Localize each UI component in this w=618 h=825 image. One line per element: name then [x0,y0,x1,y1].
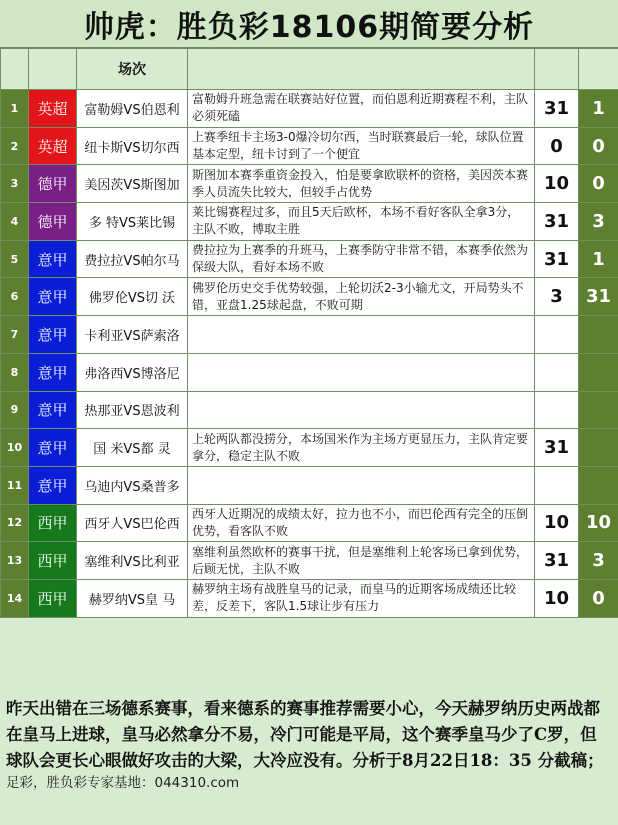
pick-value: 31 [535,429,579,467]
header-match-cell: 场次 [77,49,188,90]
table-row [1,504,618,542]
row-number: 4 [1,203,29,241]
match-name: 卡利亚VS萨索洛 [77,316,188,354]
match-note: 费拉拉为上赛季的升班马，上赛季防守非常不错，本赛季依然为保级大队，看好本场不败 [188,240,535,278]
table-row [1,278,618,316]
pick-value: 10 [535,165,579,203]
row-number: 11 [1,466,29,504]
pick-value: 0 [535,127,579,165]
row-number: 10 [1,429,29,467]
table-row [1,579,618,617]
league-badge: 英超 [29,127,77,165]
league-badge: 德甲 [29,165,77,203]
match-note [188,391,535,429]
score-value: 1 [579,240,618,278]
league-badge: 英超 [29,90,77,128]
pick-value [535,466,579,504]
row-number: 13 [1,542,29,580]
table-row [1,90,618,128]
league-badge: 意甲 [29,240,77,278]
match-name: 富勒姆VS伯恩利 [77,90,188,128]
pick-value: 31 [535,203,579,241]
footer [0,693,618,825]
row-number: 9 [1,391,29,429]
match-name: 赫罗纳VS皇 马 [77,579,188,617]
score-value: 0 [579,579,618,617]
row-number: 1 [1,90,29,128]
match-name: 国 米VS都 灵 [77,429,188,467]
match-note: 西牙人近期况的成绩太好，拉力也不小，而巴伦西有完全的压倒优势，看客队不败 [188,504,535,542]
row-number: 7 [1,316,29,354]
league-badge: 意甲 [29,316,77,354]
table-row [1,542,618,580]
league-badge: 西甲 [29,504,77,542]
pick-value: 31 [535,240,579,278]
row-number: 2 [1,127,29,165]
match-name: 美因茨VS斯图加 [77,165,188,203]
pick-value [535,391,579,429]
match-name: 多 特VS莱比锡 [77,203,188,241]
header-note-cell [188,49,535,90]
pick-value: 3 [535,278,579,316]
match-note: 上赛季纽卡主场3-0爆冷切尔西，当时联赛最后一轮，球队位置基本定型，纽卡讨到了一个便宜 [188,127,535,165]
score-value [579,316,618,354]
match-name: 热那亚VS恩波利 [77,391,188,429]
match-note: 塞维利虽然欧杯的赛事干扰，但是塞维利上轮客场已拿到优势，后顾无忧，主队不败 [188,542,535,580]
league-badge: 西甲 [29,542,77,580]
match-note [188,466,535,504]
row-number: 3 [1,165,29,203]
row-number: 8 [1,353,29,391]
match-note: 莱比锡赛程过多，而且5天后欧杯，本场不看好客队全拿3分，主队不败，博取主胜 [188,203,535,241]
pick-value: 10 [535,579,579,617]
match-note [188,316,535,354]
analysis-table [0,48,618,618]
table-row [1,466,618,504]
pick-value: 10 [535,504,579,542]
row-number: 14 [1,579,29,617]
score-value: 3 [579,203,618,241]
match-note: 佛罗伦历史交手优势较强，上轮切沃2-3小输尤文，开局势头不错，亚盘1.25球起盘，不败可期 [188,278,535,316]
table-row [1,203,618,241]
score-value: 1 [579,90,618,128]
league-badge: 意甲 [29,466,77,504]
pick-value: 31 [535,542,579,580]
match-note: 赫罗纳主场有战胜皇马的记录，而皇马的近期客场成绩还比较差，反差下，客队1.5球让步有压力 [188,579,535,617]
header-num-cell [1,49,29,90]
match-name: 费拉拉VS帕尔马 [77,240,188,278]
match-note: 斯图加本赛季重资金投入，怕是要拿欧联杯的资格，美因茨本赛季人员流失比较大，但较手占优势 [188,165,535,203]
match-note: 上轮两队都没捞分，本场国米作为主场方更显压力，主队肯定要拿分，稳定主队不败 [188,429,535,467]
row-number: 6 [1,278,29,316]
score-value: 0 [579,165,618,203]
table-row [1,316,618,354]
page-title: 帅虎：胜负彩18106期简要分析 [0,0,618,48]
league-badge: 德甲 [29,203,77,241]
match-note [188,353,535,391]
league-badge: 西甲 [29,579,77,617]
league-badge: 意甲 [29,278,77,316]
score-value [579,353,618,391]
match-name: 乌迪内VS桑普多 [77,466,188,504]
row-number: 12 [1,504,29,542]
score-value: 10 [579,504,618,542]
pick-value [535,316,579,354]
pick-value [535,353,579,391]
table-row [1,240,618,278]
source-line: 足彩，胜负彩专家基地：044310.com [6,775,240,791]
match-name: 塞维利VS比利亚 [77,542,188,580]
match-name: 西牙人VS巴伦西 [77,504,188,542]
table-row [1,429,618,467]
match-name: 纽卡斯VS切尔西 [77,127,188,165]
header-score-cell [579,49,618,90]
row-number: 5 [1,240,29,278]
header-pick-cell [535,49,579,90]
pick-value: 31 [535,90,579,128]
score-value [579,391,618,429]
score-value: 31 [579,278,618,316]
score-value [579,429,618,467]
score-value [579,466,618,504]
table-row [1,353,618,391]
table-row [1,127,618,165]
match-name: 佛罗伦VS切 沃 [77,278,188,316]
match-name: 弗洛西VS博洛尼 [77,353,188,391]
league-badge: 意甲 [29,391,77,429]
league-badge: 意甲 [29,353,77,391]
table-header-row [1,49,618,90]
score-value: 0 [579,127,618,165]
league-badge: 意甲 [29,429,77,467]
table-row [1,391,618,429]
table-row [1,165,618,203]
score-value: 3 [579,542,618,580]
analysis-summary: 昨天出错在三场德系赛事，看来德系的赛事推荐需要小心，今天赫罗纳历史两战都在皇马上进球，皇马必然拿分不易，冷门可能是平局，这个赛季皇马少了C罗，但球队会更长心眼做好攻击的大梁，大冷应没有。分析于8月22日18：35 分截稿； [6,699,604,770]
header-league-cell [29,49,77,90]
match-note: 富勒姆升班急需在联赛站好位置，而伯恩利近期赛程不利，主队必须死磕 [188,90,535,128]
